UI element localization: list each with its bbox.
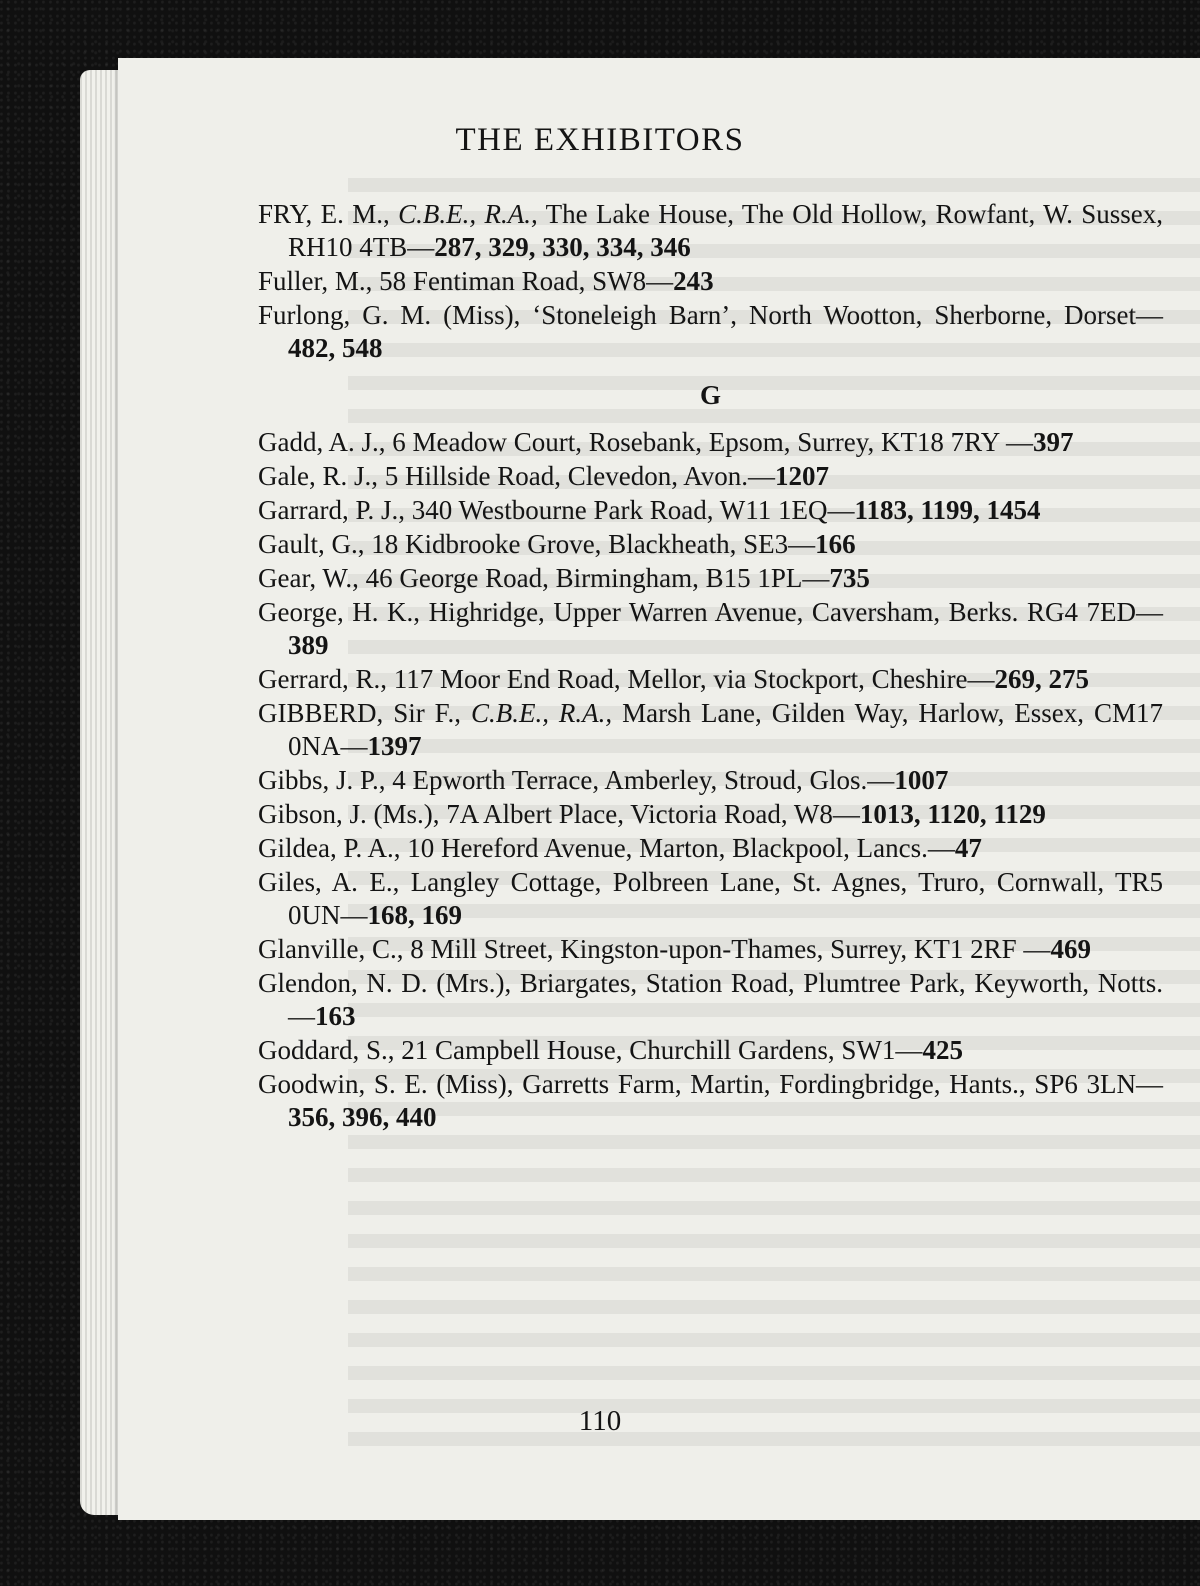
exhibitor-list bbox=[258, 198, 1163, 1135]
exhibitor-entry bbox=[258, 528, 1163, 561]
exhibit-numbers: 356, 396, 440 bbox=[288, 1102, 437, 1132]
exhibitor-name: Goodwin, S. E. (Miss), bbox=[258, 1069, 523, 1099]
exhibitor-name: Gibbs, J. P., bbox=[258, 765, 393, 795]
exhibit-numbers: 163 bbox=[315, 1001, 356, 1031]
exhibit-numbers: 1007 bbox=[894, 765, 949, 795]
exhibitor-entry bbox=[258, 1034, 1163, 1067]
exhibit-numbers: 469 bbox=[1050, 934, 1091, 964]
exhibitor-address: The Lake House, The Old Hollow, Rowfant, W. Sussex, RH10 4TB— bbox=[288, 199, 1163, 262]
exhibit-numbers: 735 bbox=[829, 563, 870, 593]
exhibitor-entry bbox=[258, 832, 1163, 865]
exhibitor-entry bbox=[258, 697, 1163, 763]
exhibitor-entry bbox=[258, 426, 1163, 459]
exhibitor-address: 58 Fentiman Road, SW8— bbox=[379, 266, 674, 296]
exhibitor-address: Marsh Lane, Gilden Way, Harlow, Essex, CM17 0NA— bbox=[288, 698, 1164, 761]
exhibitor-name: Gildea, P. A., bbox=[258, 833, 408, 863]
exhibitor-honors: C.B.E., R.A., bbox=[470, 698, 613, 728]
exhibitor-entry bbox=[258, 299, 1163, 365]
exhibitor-name: Fuller, M., bbox=[258, 266, 380, 296]
exhibit-numbers: 1013, 1120, 1129 bbox=[859, 799, 1046, 829]
entries-f-section bbox=[258, 198, 1163, 365]
exhibit-numbers: 1183, 1199, 1454 bbox=[854, 495, 1041, 525]
exhibit-numbers: 47 bbox=[954, 833, 982, 863]
exhibit-numbers: 397 bbox=[1032, 427, 1074, 457]
exhibitor-entry bbox=[258, 663, 1163, 696]
exhibitor-entry bbox=[258, 1068, 1163, 1134]
exhibitor-address: 6 Meadow Court, Rosebank, Epsom, Surrey, KT18 7RY — bbox=[392, 427, 1033, 457]
exhibitor-name: Furlong, G. M. (Miss), bbox=[258, 300, 533, 330]
exhibitor-entry bbox=[258, 265, 1163, 298]
exhibitor-address: 18 Kidbrooke Grove, Blackheath, SE3— bbox=[371, 529, 816, 559]
exhibitor-address: 4 Epworth Terrace, Amberley, Stroud, Glos.— bbox=[392, 765, 895, 795]
exhibitor-address: Langley Cottage, Polbreen Lane, St. Agnes, Truro, Cornwall, TR5 0UN— bbox=[288, 867, 1164, 930]
exhibitor-entry bbox=[258, 933, 1163, 966]
exhibitor-name: Gibson, J. (Ms.), bbox=[258, 799, 447, 829]
exhibitor-address: Highridge, Upper Warren Avenue, Caversham, Berks. RG4 7ED— bbox=[428, 597, 1163, 627]
exhibitor-entry bbox=[258, 764, 1163, 797]
exhibit-numbers: 269, 275 bbox=[994, 664, 1090, 694]
exhibitor-entry bbox=[258, 460, 1163, 493]
exhibitor-address: 7A Albert Place, Victoria Road, W8— bbox=[446, 799, 860, 829]
exhibitor-address: Briargates, Station Road, Plumtree Park, Keyworth, Notts.— bbox=[288, 968, 1163, 1031]
exhibitor-name: Giles, A. E., bbox=[258, 867, 411, 897]
exhibitor-name: Gear, W., bbox=[258, 563, 366, 593]
exhibitor-name: Gale, R. J., bbox=[258, 461, 385, 491]
exhibit-numbers: 243 bbox=[673, 266, 714, 296]
exhibit-numbers: 425 bbox=[922, 1035, 963, 1065]
exhibitor-entry bbox=[258, 798, 1163, 831]
exhibit-numbers: 287, 329, 330, 334, 346 bbox=[434, 232, 691, 262]
exhibit-numbers: 168, 169 bbox=[367, 900, 462, 930]
exhibit-numbers: 166 bbox=[815, 529, 856, 559]
page-number: 110 bbox=[578, 1405, 622, 1437]
exhibitor-address: ‘Stoneleigh Barn’, North Wootton, Sherborne, Dorset— bbox=[532, 300, 1163, 330]
exhibitor-honors: C.B.E., R.A., bbox=[398, 199, 538, 229]
exhibit-numbers: 1207 bbox=[774, 461, 829, 491]
exhibitor-name: Goddard, S., bbox=[258, 1035, 402, 1065]
entries-g-section bbox=[258, 426, 1163, 1134]
exhibitor-address: 10 Hereford Avenue, Marton, Blackpool, Lancs.— bbox=[407, 833, 955, 863]
exhibitor-entry bbox=[258, 596, 1163, 662]
exhibitor-address: 340 Westbourne Park Road, W11 1EQ— bbox=[411, 495, 855, 525]
exhibitor-name: Glanville, C., bbox=[258, 934, 411, 964]
exhibitor-address: 46 George Road, Birmingham, B15 1PL— bbox=[365, 563, 830, 593]
exhibitor-name: George, H. K., bbox=[258, 597, 429, 627]
exhibitor-address: 8 Mill Street, Kingston-upon-Thames, Surrey, KT1 2RF — bbox=[410, 934, 1051, 964]
exhibitor-name: Garrard, P. J., bbox=[258, 495, 412, 525]
exhibitor-name: Glendon, N. D. (Mrs.), bbox=[258, 968, 520, 998]
exhibit-numbers: 389 bbox=[288, 630, 329, 660]
exhibitor-address: 117 Moor End Road, Mellor, via Stockport, Cheshire— bbox=[393, 664, 995, 694]
exhibitor-address: 5 Hillside Road, Clevedon, Avon.— bbox=[384, 461, 775, 491]
exhibitor-name: FRY, E. M., bbox=[258, 199, 399, 229]
exhibitor-name: Gerrard, R., bbox=[258, 664, 394, 694]
exhibit-numbers: 1397 bbox=[367, 731, 422, 761]
exhibitor-entry bbox=[258, 967, 1163, 1033]
exhibit-numbers: 482, 548 bbox=[288, 333, 383, 363]
exhibitor-entry bbox=[258, 866, 1163, 932]
exhibitor-name: Gault, G., bbox=[258, 529, 372, 559]
exhibitor-entry bbox=[258, 494, 1163, 527]
exhibitor-address: 21 Campbell House, Churchill Gardens, SW1— bbox=[401, 1035, 923, 1065]
exhibitor-name: Gadd, A. J., bbox=[258, 427, 393, 457]
page-title: THE EXHIBITORS bbox=[455, 122, 745, 158]
section-letter: G bbox=[699, 380, 721, 410]
exhibitor-entry bbox=[258, 562, 1163, 595]
exhibitor-address: Garretts Farm, Martin, Fordingbridge, Hants., SP6 3LN— bbox=[522, 1069, 1163, 1099]
exhibitor-name: GIBBERD, Sir F., bbox=[258, 698, 471, 728]
exhibitor-entry bbox=[258, 198, 1163, 264]
